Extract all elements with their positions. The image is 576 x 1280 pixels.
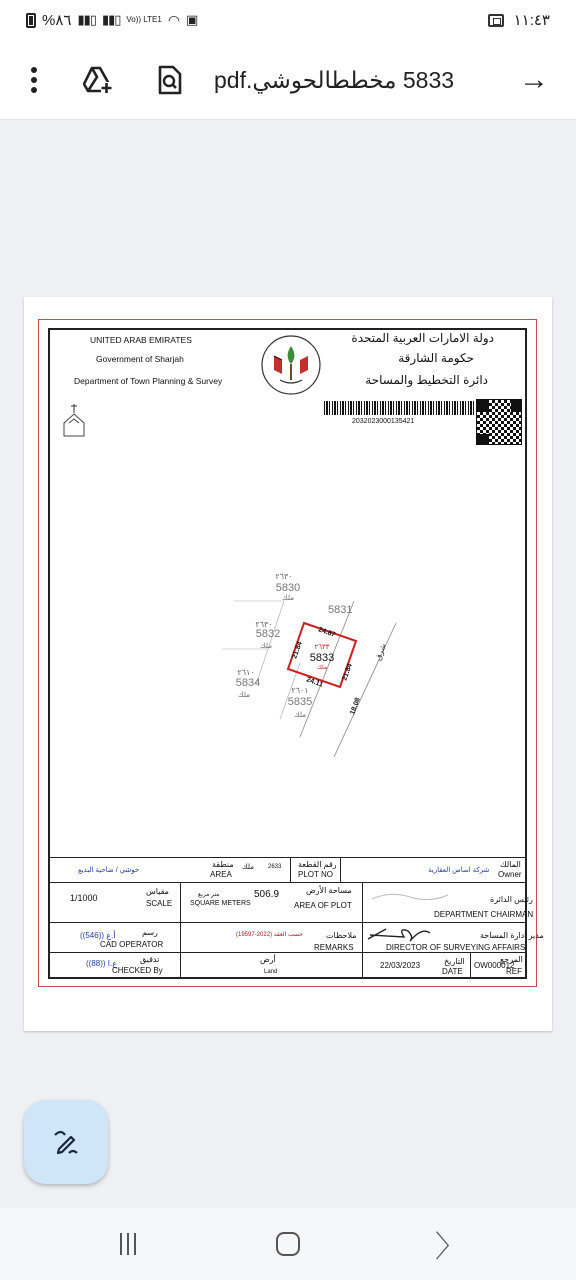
plot-n3-type: ملك xyxy=(260,643,272,650)
checked-value: ع.ا ((88)) xyxy=(86,959,118,968)
pdf-page xyxy=(24,297,552,1031)
owner-value: شركة اساس العقارية xyxy=(428,867,490,874)
remarks-label-ar: ملاحظات xyxy=(326,931,357,940)
more-icon[interactable] xyxy=(14,58,54,102)
row-cad xyxy=(50,923,544,953)
director-ar: مدير ادارة المساحة xyxy=(480,931,544,940)
dim-bottom: 24.11 xyxy=(305,676,324,689)
ref-label-ar: المرجع xyxy=(500,955,523,964)
battery-percent: %٨٦ xyxy=(42,12,72,29)
owner-label-ar: المالك xyxy=(500,860,521,869)
status-right xyxy=(488,11,550,29)
back-arrow-icon[interactable]: → xyxy=(519,63,549,96)
date-label-ar: التاريخ xyxy=(444,957,465,966)
plot-no-label-ar: رقم القطعة xyxy=(298,860,337,869)
land-en: Land xyxy=(264,969,278,975)
header-en-line3: Department of Town Planning & Survey xyxy=(74,376,223,386)
plot-no-label-en: PLOT NO xyxy=(298,870,333,879)
plot-n4-type: ملك xyxy=(238,692,250,699)
area-of-plot-value: 506.9 xyxy=(254,889,280,900)
plot-n1-num: 5830 xyxy=(275,582,301,594)
recents-icon[interactable] xyxy=(108,1226,148,1262)
dim-top: 24.87 xyxy=(317,626,337,639)
dept-chairman-ar: رئيس الدائرة xyxy=(490,895,533,904)
ref-label-en: REF xyxy=(506,967,522,976)
plot-n4-ar: ٢٦١٠ xyxy=(237,668,255,677)
header-ar-line1: دولة الامارات العربية المتحدة xyxy=(351,331,494,345)
document-title: 5833 مخططالحوشي.pdf xyxy=(214,66,455,93)
dept-chairman-en: DEPARTMENT CHAIRMAN xyxy=(434,910,534,919)
cad-value: أ.ع ((546)) xyxy=(80,931,116,940)
plot-n2-num: 5831 xyxy=(328,604,353,616)
area-label-ar: منطقة xyxy=(212,860,234,869)
row-scale xyxy=(50,883,534,923)
cad-label-ar: رسم xyxy=(142,928,158,937)
area-of-plot-label-ar: مساحة الأرض xyxy=(306,886,352,895)
scale-value: 1/1000 xyxy=(70,893,98,903)
edit-pencil-icon xyxy=(51,1127,81,1157)
north-arrow-icon xyxy=(60,403,88,439)
plot-n4-num: 5834 xyxy=(235,677,261,689)
wifi-icon: ◠ xyxy=(167,11,181,28)
drive-search-icon[interactable] xyxy=(148,58,192,102)
cad-label-en: CAD OPERATOR xyxy=(100,940,164,949)
home-icon[interactable] xyxy=(270,1226,306,1262)
row-checked xyxy=(50,953,527,979)
back-icon[interactable]: 〉 xyxy=(435,1231,465,1264)
title-block xyxy=(50,857,544,978)
qr-code xyxy=(476,399,522,445)
sharjah-emblem-icon xyxy=(260,334,322,396)
checked-label-ar: تدقيق xyxy=(140,955,160,964)
area-of-plot-label-en: AREA OF PLOT xyxy=(294,901,352,910)
plot-n3-num: 5832 xyxy=(255,628,281,640)
ref-value: OW000012 xyxy=(474,961,515,970)
remarks-value: حسب العقد (2022-19597) xyxy=(236,932,303,938)
status-bar xyxy=(0,0,576,40)
area-code: 2633 xyxy=(268,864,282,870)
drive-add-icon[interactable] xyxy=(76,58,120,102)
dim-left: 21.84 xyxy=(291,640,304,660)
land-ar: أرض xyxy=(260,955,276,964)
area-value: حوشي / ضاحية البديع xyxy=(78,867,140,874)
clock: ١١:٤٣ xyxy=(513,12,550,29)
signal-icon-2: ▮▮▯ xyxy=(101,12,121,27)
plot-main-ar: ٢٦٣٣ xyxy=(314,644,330,651)
battery-icon xyxy=(26,13,36,28)
scale-label-ar: مقياس xyxy=(146,887,169,896)
date-label-en: DATE xyxy=(442,967,463,976)
sqm-label-en: SQUARE METERS xyxy=(190,900,251,907)
volte-indicator: Vo)) LTE1 xyxy=(126,15,162,24)
director-en: DIRECTOR OF SURVEYING AFFAIRS xyxy=(386,943,526,952)
status-indicators xyxy=(26,11,198,29)
remarks-label-en: REMARKS xyxy=(314,943,354,952)
area-label-en: AREA xyxy=(210,870,232,879)
director-signature xyxy=(364,923,434,945)
scale-label-en: SCALE xyxy=(146,899,173,908)
header-ar-line2: حكومة الشارقة xyxy=(398,351,474,365)
header-en-line2: Government of Sharjah xyxy=(96,354,184,364)
plot-n1-ar: ٢٦٣٠ xyxy=(275,572,293,581)
plot-main-type: ملك xyxy=(316,665,328,671)
plot-plan xyxy=(184,557,424,757)
area-type: ملك xyxy=(242,864,254,871)
dim-right: 21.84 xyxy=(341,662,354,682)
barcode xyxy=(324,401,498,415)
signal-icon: ▮▮▯ xyxy=(77,12,96,27)
plot-main-number: 5833 xyxy=(309,652,335,664)
plot-n5-ar: ٢٦٠١ xyxy=(291,686,309,695)
barcode-number: 2032023000135421 xyxy=(352,418,415,425)
row-area xyxy=(50,858,527,883)
road-width: 18.08 xyxy=(349,696,362,716)
notification-icon: ▣ xyxy=(186,12,199,27)
plot-n1-type: ملك xyxy=(282,595,294,602)
toolbar xyxy=(0,40,576,120)
header-en-line1: UNITED ARAB EMIRATES xyxy=(90,335,192,345)
header-ar-line3: دائرة التخطيط والمساحة xyxy=(365,373,488,387)
checked-label-en: CHECKED By xyxy=(112,966,163,975)
date-value: 22/03/2023 xyxy=(380,961,421,970)
plot-n5-type: ملك xyxy=(294,712,306,719)
edit-fab-button[interactable] xyxy=(24,1100,108,1184)
owner-label-en: Owner xyxy=(498,870,522,879)
chairman-signature xyxy=(370,889,450,903)
screen-icon xyxy=(488,14,504,27)
sqm-label-ar: متر مربع xyxy=(198,892,220,898)
plot-n3-ar: ٢٦٣٠ xyxy=(255,620,273,629)
road-name: شرق xyxy=(373,642,388,662)
plot-n5-num: 5835 xyxy=(287,696,313,708)
system-nav-bar xyxy=(0,1208,576,1280)
